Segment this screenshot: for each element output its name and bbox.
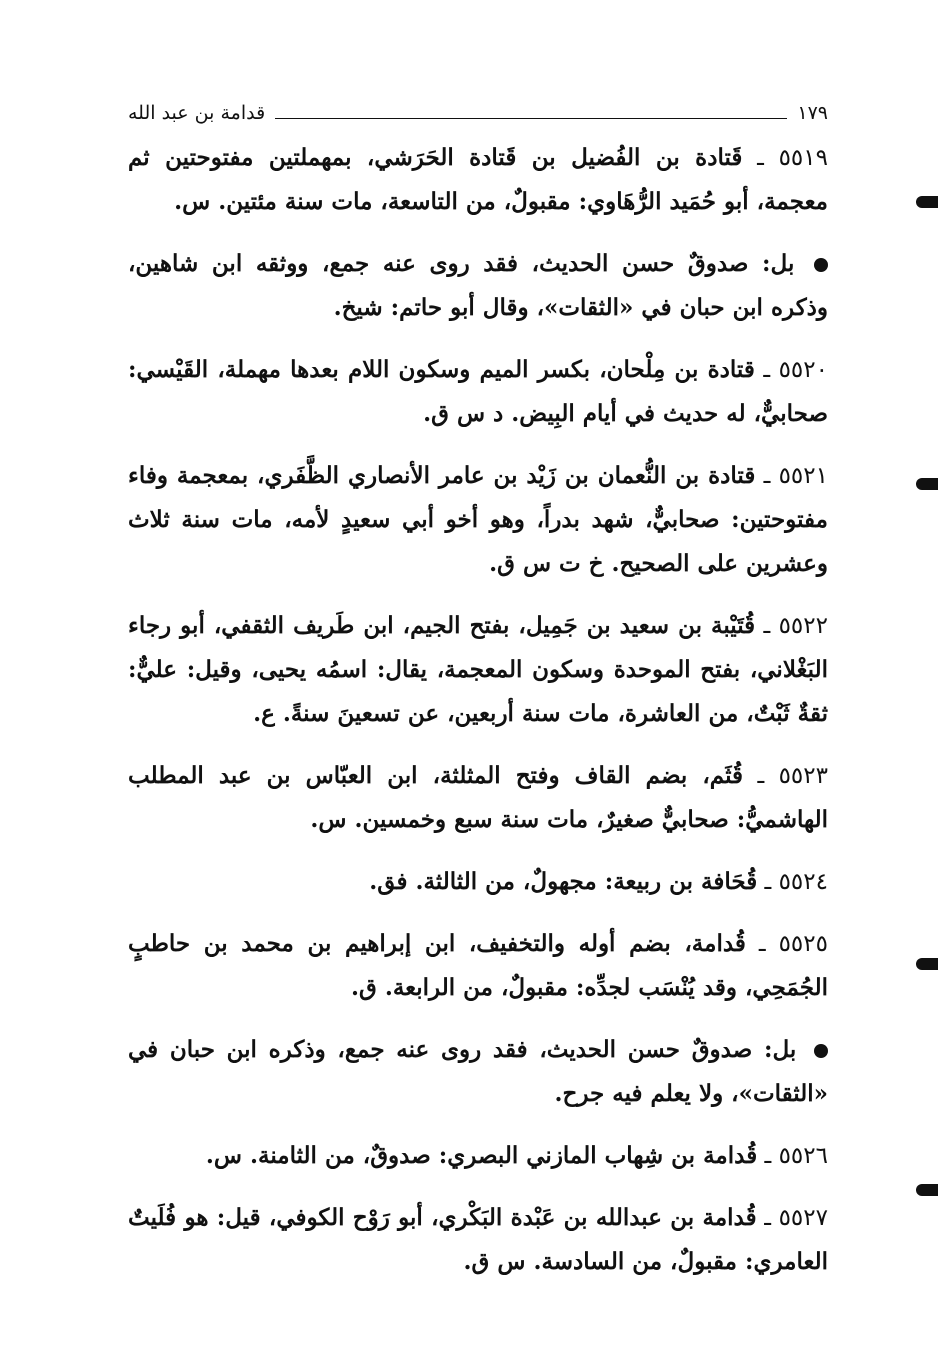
entry-text: قَتادة بن الفُضيل بن قَتادة الحَرَشي، بمهملتين مفتوحتين ثم معجمة، أبو حُمَيد الرُّهَاوي: مقبولٌ، من التاسعة، مات سنة مئتين. س.	[128, 144, 828, 215]
biography-entry	[128, 348, 828, 436]
bullet-icon	[814, 258, 828, 272]
biography-entry	[128, 860, 828, 904]
biography-entry	[128, 754, 828, 842]
note-text: بل: صدوقٌ حسن الحديث، فقد روى عنه جمع، ووثقه ابن شاهين، وذكره ابن حبان في «الثقات»، وقال أبو حاتم: شيخ.	[128, 250, 828, 321]
thumb-index-mark	[916, 1184, 938, 1196]
thumb-index-mark	[916, 958, 938, 970]
entry-number: ٥٥٢٥ ـ	[758, 931, 828, 957]
running-header	[128, 98, 828, 128]
biography-entry	[128, 1134, 828, 1178]
page-number: ١٧٩	[797, 102, 828, 124]
entry-number: ٥٥١٩ ـ	[757, 145, 828, 171]
entry-text: قُحَافة بن ربيعة: مجهولٌ، من الثالثة. فق.	[369, 868, 758, 895]
entry-number: ٥٥٢٤ ـ	[764, 869, 828, 895]
biography-entry	[128, 454, 828, 586]
entry-text: قُتَيْبة بن سعيد بن جَمِيل، بفتح الجيم، ابن طَريف الثقفي، أبو رجاء البَغْلاني، بفتح الموحدة وسكون المعجمة، يقال: اسمُه يحيى، وقيل: عليٌّ: ثقةٌ ثَبْتٌ، من العاشرة، مات سنة أربعين، عن تسعينَ سنةً. ع.	[128, 612, 828, 727]
entry-text: قُدامة، بضم أوله والتخفيف، ابن إبراهيم بن محمد بن حاطبٍ الجُمَحِي، وقد يُنْسَب لجدِّه: مقبولٌ، من الرابعة. ق.	[128, 930, 828, 1001]
entry-text: قتادة بن مِلْحان، بكسر الميم وسكون اللام بعدها مهملة، القَيْسي: صحابيٌّ، له حديث في أيام البِيض. د س ق.	[128, 356, 828, 427]
entries-column	[128, 136, 828, 1302]
entry-number: ٥٥٢١ ـ	[763, 463, 828, 489]
editor-note	[128, 242, 828, 330]
entry-number: ٥٥٢٦ ـ	[764, 1143, 828, 1169]
biography-entry	[128, 1196, 828, 1284]
entry-text: قُثَم، بضم القاف وفتح المثلثة، ابن العبّاس بن عبد المطلب الهاشميُّ: صحابيٌّ صغيرٌ، مات سنة سبع وخمسين. س.	[128, 762, 828, 833]
entry-text: قُدامة بن عبدالله بن عَبْدة البَكْري، أبو رَوْح الكوفي، قيل: هو فُلَيتٌ العامري: مقبولٌ، من السادسة. س ق.	[128, 1204, 828, 1275]
biography-entry	[128, 922, 828, 1010]
header-rule	[275, 118, 787, 119]
biography-entry	[128, 136, 828, 224]
thumb-index-mark	[916, 196, 938, 208]
entry-number: ٥٥٢٠ ـ	[763, 357, 828, 383]
entry-text: قتادة بن النُّعمان بن زَيْد بن عامر الأنصاري الظَّفَري، بمعجمة وفاء مفتوحتين: صحابيٌّ، شهد بدراً، وهو أخو أبي سعيدٍ لأمه، مات سنة ثلاث وعشرين على الصحيح. خ ت س ق.	[128, 462, 828, 577]
entry-number: ٥٥٢٧ ـ	[764, 1205, 828, 1231]
entry-text: قُدامة بن شِهاب المازني البصري: صدوقٌ، من الثامنة. س.	[205, 1142, 758, 1169]
bullet-icon	[814, 1044, 828, 1058]
note-text: بل: صدوقٌ حسن الحديث، فقد روى عنه جمع، وذكره ابن حبان في «الثقات»، ولا يعلم فيه جرح.	[128, 1036, 828, 1107]
editor-note	[128, 1028, 828, 1116]
running-title: قدامة بن عبد الله	[128, 102, 266, 124]
biography-entry	[128, 604, 828, 736]
entry-number: ٥٥٢٢ ـ	[763, 613, 828, 639]
thumb-index-mark	[916, 478, 938, 490]
entry-number: ٥٥٢٣ ـ	[757, 763, 828, 789]
